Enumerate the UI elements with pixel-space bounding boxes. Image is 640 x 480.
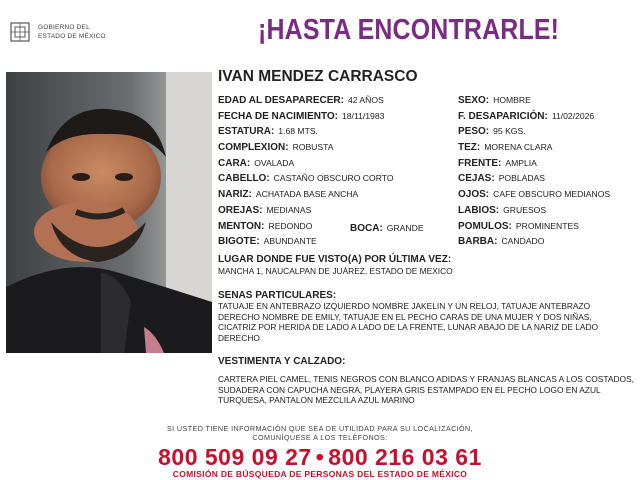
- field-value: 11/02/2026: [551, 111, 595, 121]
- field-face: [218, 158, 294, 169]
- footer-note-2: COMUNÍQUESE A LOS TELÉFONOS:: [252, 433, 388, 442]
- field-sex: [458, 95, 531, 106]
- field-label: ESTATURA:: [218, 126, 275, 137]
- field-nose: [218, 189, 358, 200]
- field-value: MEDIANAS: [266, 205, 312, 215]
- phone-2[interactable]: 800 216 03 61: [328, 444, 482, 470]
- field-value: 95 KGS.: [493, 126, 526, 136]
- phone-separator: •: [315, 444, 325, 470]
- field-value: ABUNDANTE: [263, 236, 317, 246]
- headline: ¡HASTA ENCONTRARLE!: [258, 14, 560, 46]
- field-value: REDONDO: [268, 221, 313, 231]
- gov-line-2: ESTADO DE MÉXICO: [38, 33, 106, 40]
- marks-title: SENAS PARTICULARES:: [218, 290, 337, 301]
- field-value: POBLADAS: [498, 173, 546, 183]
- field-label: LABIOS:: [458, 205, 500, 216]
- last-seen-text: MANCHA 1, NAUCALPAN DE JUÁREZ, ESTADO DE MEXICO: [218, 266, 453, 276]
- field-eyebrows: [458, 173, 545, 184]
- field-label: OREJAS:: [218, 205, 263, 216]
- field-complexion: [458, 142, 553, 153]
- phone-1[interactable]: 800 509 09 27: [158, 444, 312, 470]
- field-value: 1.68 MTS.: [278, 126, 318, 136]
- field-forehead: [458, 158, 537, 169]
- field-hair: [218, 173, 394, 184]
- field-label: BIGOTE:: [218, 236, 260, 247]
- field-value: ROBUSTA: [292, 142, 334, 152]
- field-disappearance-date: [458, 111, 594, 122]
- field-value: OVALADA: [254, 158, 295, 168]
- clothing-title: VESTIMENTA Y CALZADO:: [218, 356, 346, 367]
- field-mouth: [350, 223, 424, 234]
- footer-note-1: SI USTED TIENE INFORMACIÓN QUE SEA DE UTILIDAD PARA SU LOCALIZACIÓN,: [166, 424, 474, 433]
- field-value: AMPLIA: [505, 158, 537, 168]
- field-value: PROMINENTES: [515, 221, 579, 231]
- field-height: [218, 126, 318, 137]
- person-photo: [6, 72, 212, 353]
- field-label: NARIZ:: [218, 189, 252, 200]
- field-value: GRANDE: [386, 223, 424, 233]
- field-value: GRUESOS: [503, 205, 547, 215]
- field-label: SEXO:: [458, 95, 490, 106]
- field-label: CARA:: [218, 158, 251, 169]
- person-name: IVAN MENDEZ CARRASCO: [218, 68, 418, 85]
- field-age: [218, 95, 384, 106]
- field-value: CAFE OBSCURO MEDIANOS: [493, 189, 611, 199]
- field-label: CABELLO:: [218, 173, 270, 184]
- field-lips: [458, 205, 546, 216]
- field-value: ACHATADA BASE ANCHA: [255, 189, 359, 199]
- field-label: FRENTE:: [458, 158, 502, 169]
- field-birthdate: [218, 111, 384, 122]
- field-value: CASTAÑO OBSCURO CORTO: [273, 173, 394, 183]
- field-label: MENTON:: [218, 221, 265, 232]
- field-label: F. DESAPARICIÓN:: [458, 111, 548, 122]
- field-ears: [218, 205, 311, 216]
- field-chin: [218, 221, 312, 232]
- field-beard: [458, 236, 544, 247]
- last-seen-title: LUGAR DONDE FUE VISTO(A) POR ÚLTIMA VEZ:: [218, 254, 452, 265]
- marks-text: TATUAJE EN ANTEBRAZO IZQUIERDO NOMBRE JAKELIN Y UN RELOJ, TATUAJE ANTEBRAZO DERECHO NOMBRE DE EMILY, TATUAJE EN EL PECHO CARAS DE UNA MUJER Y DOS NIÑAS, CICATRIZ POR HERIDA DE LADO A LADO DE LA FRENTE, LUNAR ABAJO DE LA NARIZ DE LADO DERECHO: [218, 301, 599, 343]
- field-label: CEJAS:: [458, 173, 495, 184]
- field-value: CANDADO: [501, 236, 545, 246]
- field-label: OJOS:: [458, 189, 490, 200]
- phone-numbers: [0, 444, 640, 471]
- gov-line-1: GOBIERNO DEL: [38, 24, 90, 31]
- commission-name: COMISIÓN DE BÚSQUEDA DE PERSONAS DEL ESTADO DE MÉXICO: [172, 469, 468, 479]
- field-weight: [458, 126, 526, 137]
- field-value: HOMBRE: [493, 95, 531, 105]
- field-mustache: [218, 236, 317, 247]
- field-label: POMULOS:: [458, 221, 512, 232]
- government-logo: [8, 20, 118, 46]
- field-cheekbones: [458, 221, 579, 232]
- field-build: [218, 142, 333, 153]
- clothing-text: CARTERA PIEL CAMEL, TENIS NEGROS CON BLANCO ADIDAS Y FRANJAS BLANCAS A LOS COSTADOS, SUDADERA CON CAPUCHA NEGRA, PLAYERA GRIS ESTAMPADO EN EL PECHO LOGO EN AZUL TURQUESA, PANTALON MEZCLILA AZUL MARINO: [218, 374, 634, 406]
- field-value: MORENA CLARA: [484, 142, 553, 152]
- field-value: 42 AÑOS: [347, 95, 384, 105]
- field-label: PESO:: [458, 126, 490, 137]
- field-label: BOCA:: [350, 223, 383, 234]
- state-seal-icon: [8, 20, 32, 44]
- field-label: FECHA DE NACIMIENTO:: [218, 111, 338, 122]
- field-label: COMPLEXION:: [218, 142, 289, 153]
- person-photo-image: [6, 72, 212, 353]
- field-label: EDAD AL DESAPARECER:: [218, 95, 344, 106]
- field-label: BARBA:: [458, 236, 498, 247]
- field-value: 18/11/1983: [342, 111, 385, 121]
- field-label: TEZ:: [458, 142, 481, 153]
- field-eyes: [458, 189, 610, 200]
